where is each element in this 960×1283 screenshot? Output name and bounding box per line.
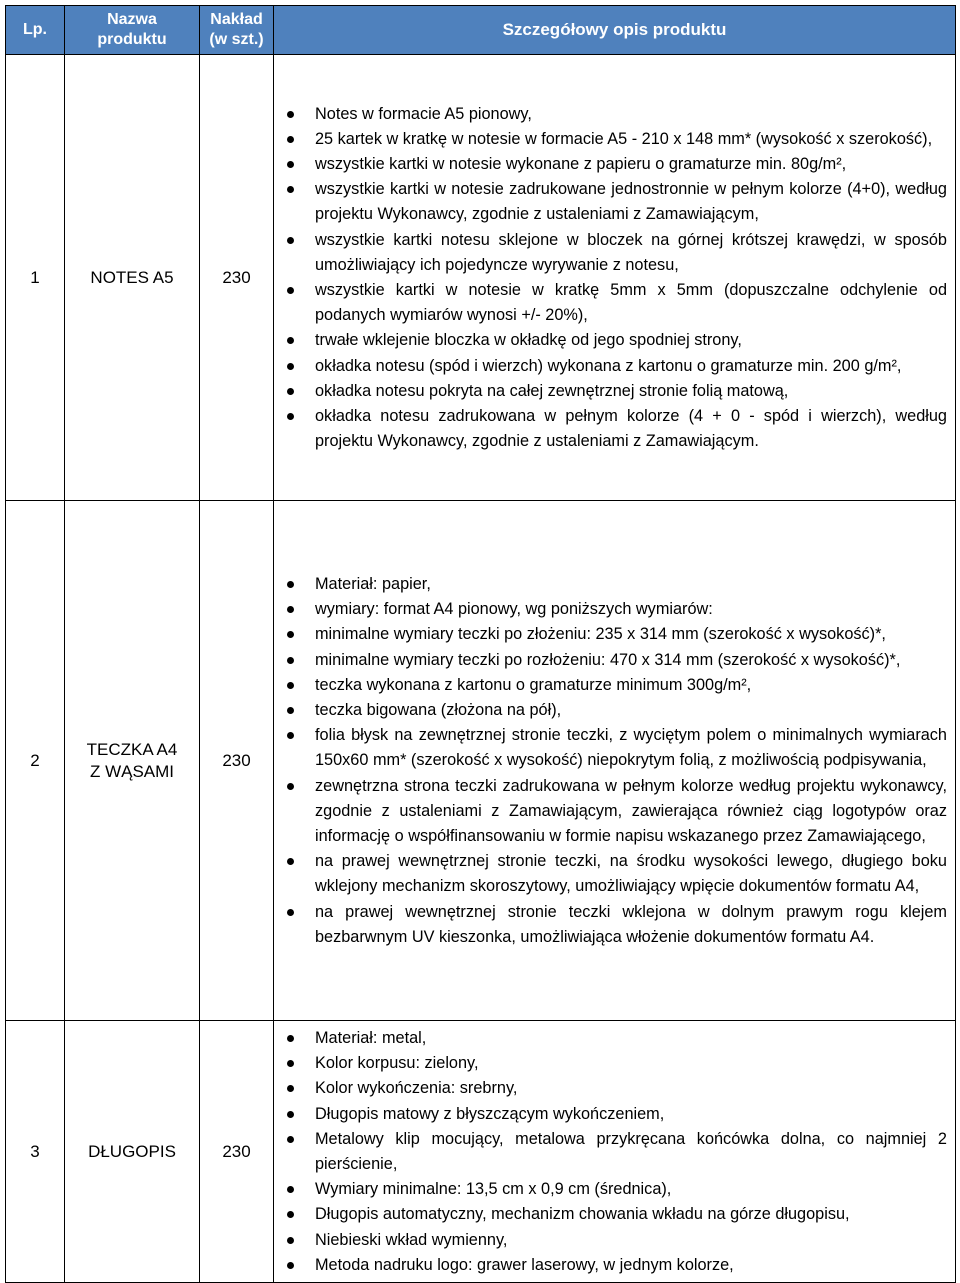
row-name xyxy=(65,55,200,501)
table-header-row xyxy=(6,6,956,55)
list-item: okładka notesu (spód i wierzch) wykonana z kartonu o gramaturze min. 200 g/m², xyxy=(282,354,947,379)
list-item: teczka bigowana (złożona na pół), xyxy=(282,698,947,723)
row-name xyxy=(65,501,200,1021)
list-item: trwałe wklejenie bloczka w okładkę od jego spodniej strony, xyxy=(282,328,947,353)
list-item: Metoda nadruku logo: grawer laserowy, w jednym kolorze, xyxy=(282,1253,947,1278)
list-item: Materiał: papier, xyxy=(282,572,947,597)
list-item: wszystkie kartki w notesie zadrukowane jednostronnie w pełnym kolorze (4+0), według projektu Wykonawcy, zgodnie z ustaleniami z Zamawiającym, xyxy=(282,177,947,227)
table-row xyxy=(6,1021,956,1283)
list-item: okładka notesu zadrukowana w pełnym kolorze (4 + 0 - spód i wierzch), według projektu Wykonawcy, zgodnie z ustaleniami z Zamawiającym. xyxy=(282,404,947,454)
list-item: wszystkie kartki w notesie w kratkę 5mm x 5mm (dopuszczalne odchylenie od podanych wymiarów wynosi +/- 20%), xyxy=(282,278,947,328)
row-description xyxy=(274,1021,956,1283)
row-qty: 230 xyxy=(200,1021,274,1283)
list-item: folia błysk na zewnętrznej stronie teczki, z wyciętym polem o minimalnych wymiarach 150x60 mm* (szerokość x wysokość) niepokrytym folią, z możliwością podpisywania, xyxy=(282,723,947,773)
table-row xyxy=(6,55,956,501)
row-description xyxy=(274,501,956,1021)
list-item: na prawej wewnętrznej stronie teczki wklejona w dolnym prawym rogu klejem bezbarwnym UV kieszonka, umożliwiająca włożenie dokumentów formatu A4. xyxy=(282,900,947,950)
header-desc: Szczegółowy opis produktu xyxy=(274,6,956,55)
list-item: zewnętrzna strona teczki zadrukowana w pełnym kolorze według projektu wykonawcy, zgodnie z ustaleniami z Zamawiającym, zawierająca również ciąg logotypów oraz informację o współfinansowaniu w formie napisu wskazanego przez Zamawiającego, xyxy=(282,774,947,850)
list-item: Wymiary minimalne: 13,5 cm x 0,9 cm (średnica), xyxy=(282,1177,947,1202)
list-item: Długopis automatyczny, mechanizm chowania wkładu na górze długopisu, xyxy=(282,1202,947,1227)
product-spec-table xyxy=(5,5,956,1283)
description-list xyxy=(282,1026,947,1278)
list-item: wszystkie kartki w notesie wykonane z papieru o gramaturze min. 80g/m², xyxy=(282,152,947,177)
list-item: Długopis matowy z błyszczącym wykończeniem, xyxy=(282,1102,947,1127)
list-item: 25 kartek w kratkę w notesie w formacie A5 - 210 x 148 mm* (wysokość x szerokość), xyxy=(282,127,947,152)
row-qty: 230 xyxy=(200,501,274,1021)
description-list xyxy=(282,102,947,455)
header-name xyxy=(65,6,200,55)
list-item: Kolor wykończenia: srebrny, xyxy=(282,1076,947,1101)
list-item: na prawej wewnętrznej stronie teczki, na środku wysokości lewego, długiego boku wklejony mechanizm skoroszytowy, umożliwiający wpięcie dokumentów formatu A4, xyxy=(282,849,947,899)
row-name-text: DŁUGOPIS xyxy=(88,1141,176,1161)
row-name xyxy=(65,1021,200,1283)
row-lp: 1 xyxy=(6,55,65,501)
row-name-text: TECZKA A4 Z WĄSAMI xyxy=(86,739,178,781)
table-row xyxy=(6,501,956,1021)
header-qty-text: Nakład (w szt.) xyxy=(209,11,264,48)
list-item: Metalowy klip mocujący, metalowa przykręcana końcówka dolna, co najmniej 2 pierścienie, xyxy=(282,1127,947,1177)
list-item: wszystkie kartki notesu sklejone w bloczek na górnej krótszej krawędzi, w sposób umożliwiający ich pojedyncze wyrywanie z notesu, xyxy=(282,228,947,278)
row-lp: 3 xyxy=(6,1021,65,1283)
header-name-text: Nazwa produktu xyxy=(97,11,167,48)
list-item: wymiary: format A4 pionowy, wg poniższych wymiarów: xyxy=(282,597,947,622)
list-item: Niebieski wkład wymienny, xyxy=(282,1228,947,1253)
list-item: Materiał: metal, xyxy=(282,1026,947,1051)
list-item: Notes w formacie A5 pionowy, xyxy=(282,102,947,127)
list-item: okładka notesu pokryta na całej zewnętrznej stronie folią matową, xyxy=(282,379,947,404)
row-name-text: NOTES A5 xyxy=(90,267,174,287)
header-qty xyxy=(200,6,274,55)
header-lp: Lp. xyxy=(6,6,65,55)
list-item: teczka wykonana z kartonu o gramaturze minimum 300g/m², xyxy=(282,673,947,698)
row-qty: 230 xyxy=(200,55,274,501)
row-description xyxy=(274,55,956,501)
list-item: minimalne wymiary teczki po złożeniu: 235 x 314 mm (szerokość x wysokość)*, xyxy=(282,622,947,647)
row-lp: 2 xyxy=(6,501,65,1021)
list-item: Kolor korpusu: zielony, xyxy=(282,1051,947,1076)
description-list xyxy=(282,572,947,950)
list-item: minimalne wymiary teczki po rozłożeniu: 470 x 314 mm (szerokość x wysokość)*, xyxy=(282,648,947,673)
